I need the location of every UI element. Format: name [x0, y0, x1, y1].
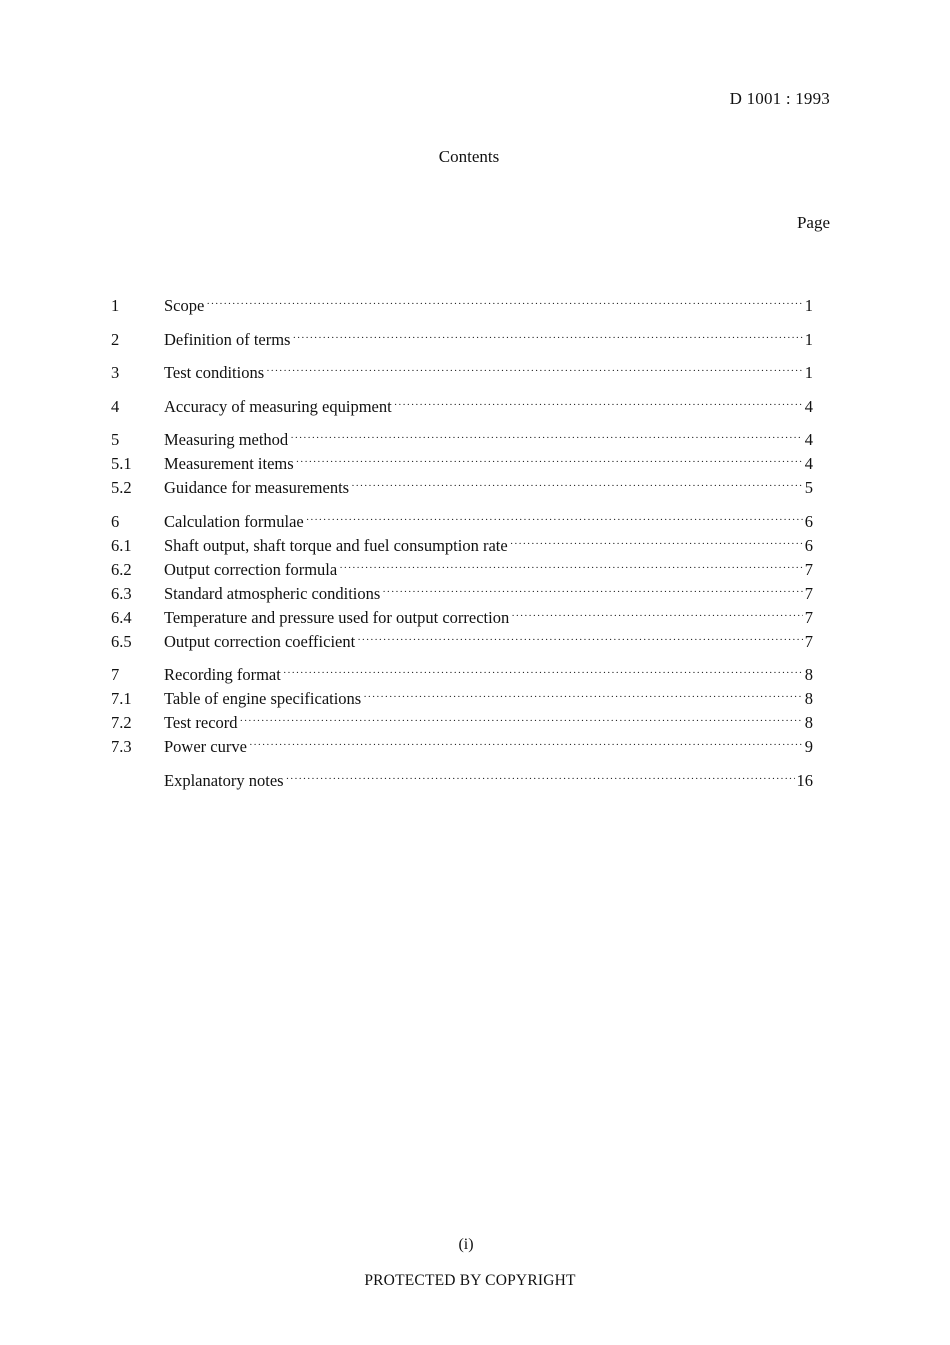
toc-dot-leader — [363, 680, 803, 704]
toc-entry-accuracy-of-measuring-equipment[interactable] — [111, 388, 813, 416]
toc-dot-leader — [286, 762, 795, 786]
toc-dot-leader — [283, 656, 803, 680]
toc-entry-page: 1 — [804, 363, 813, 382]
table-of-contents — [111, 287, 813, 790]
page-title: Contents — [438, 147, 500, 166]
toc-entry-title: Test conditions — [164, 363, 265, 382]
toc-dot-leader — [292, 321, 802, 345]
toc-entry-title: Power curve — [164, 737, 247, 756]
toc-dot-leader — [357, 623, 803, 647]
toc-entry-page: 6 — [804, 511, 813, 531]
toc-entry-title: Output correction formula — [164, 559, 338, 579]
toc-entry-page: 4 — [804, 396, 813, 416]
toc-entry-explanatory-notes[interactable] — [111, 762, 813, 790]
toc-dot-leader — [206, 287, 802, 311]
toc-entry-number: 7.1 — [111, 689, 132, 708]
toc-entry-page: 16 — [796, 770, 813, 790]
toc-entry-number: 5.2 — [111, 478, 132, 497]
toc-entry-scope[interactable] — [111, 287, 813, 315]
toc-entry-number: 7.2 — [111, 713, 132, 732]
toc-dot-leader — [290, 421, 803, 445]
toc-entry-calculation-formulae[interactable] — [111, 503, 813, 531]
toc-entry-page: 7 — [804, 631, 813, 651]
copyright-notice: PROTECTED BY COPYRIGHT — [364, 1272, 576, 1289]
toc-dot-leader — [511, 599, 803, 623]
toc-entry-number: 6.2 — [111, 559, 132, 579]
toc-entry-title: Table of engine specifications — [164, 689, 362, 708]
toc-entry-number: 7.3 — [111, 737, 132, 756]
toc-dot-leader — [382, 575, 802, 599]
toc-entry-title: Test record — [164, 713, 238, 732]
toc-dot-leader — [296, 445, 803, 469]
toc-entry-number: 6.1 — [111, 535, 132, 555]
toc-entry-page: 7 — [804, 559, 813, 579]
toc-entry-number: 7 — [111, 665, 120, 684]
toc-entry-recording-format[interactable] — [111, 656, 813, 684]
toc-entry-test-conditions[interactable] — [111, 354, 813, 382]
toc-entry-page: 1 — [804, 329, 813, 349]
toc-entry-title: Definition of terms — [164, 329, 291, 349]
toc-entry-number: 6.5 — [111, 631, 132, 651]
toc-entry-page: 8 — [804, 713, 813, 732]
toc-entry-title: Measuring method — [164, 430, 289, 449]
toc-entry-title: Standard atmospheric conditions — [164, 583, 381, 603]
toc-entry-title: Accuracy of measuring equipment — [164, 396, 392, 416]
toc-entry-number: 1 — [111, 296, 120, 315]
toc-entry-page: 5 — [804, 478, 813, 497]
toc-entry-page: 9 — [804, 737, 813, 756]
toc-entry-number: 5.1 — [111, 454, 132, 473]
toc-entry-title: Recording format — [164, 665, 281, 684]
toc-entry-definition-of-terms[interactable] — [111, 321, 813, 349]
toc-dot-leader — [240, 704, 803, 728]
toc-entry-number: 6.3 — [111, 583, 132, 603]
toc-entry-title: Temperature and pressure used for output correction — [164, 607, 510, 627]
toc-dot-leader — [394, 388, 803, 412]
toc-entry-number: 6.4 — [111, 607, 132, 627]
document-code: D 1001 : 1993 — [729, 89, 830, 108]
toc-entry-page: 4 — [804, 454, 813, 473]
toc-entry-measuring-method[interactable] — [111, 421, 813, 449]
toc-entry-page: 8 — [804, 689, 813, 708]
toc-entry-page: 8 — [804, 665, 813, 684]
toc-entry-page: 1 — [804, 296, 813, 315]
toc-entry-page: 7 — [804, 607, 813, 627]
toc-entry-title: Measurement items — [164, 454, 294, 473]
toc-entry-number: 3 — [111, 363, 120, 382]
toc-entry-title: Explanatory notes — [164, 770, 284, 790]
toc-dot-leader — [510, 527, 803, 551]
toc-entry-number: 6 — [111, 511, 120, 531]
toc-entry-page: 7 — [804, 583, 813, 603]
toc-entry-title: Guidance for measurements — [164, 478, 350, 497]
toc-entry-page: 6 — [804, 535, 813, 555]
toc-dot-leader — [351, 469, 803, 493]
toc-entry-title: Shaft output, shaft torque and fuel consumption rate — [164, 535, 508, 555]
page-number: (i) — [458, 1236, 474, 1253]
toc-dot-leader — [306, 503, 803, 527]
toc-entry-number: 5 — [111, 430, 120, 449]
toc-entry-title: Output correction coefficient — [164, 631, 356, 651]
toc-entry-title: Calculation formulae — [164, 511, 304, 531]
toc-entry-title: Scope — [164, 296, 205, 315]
page-column-label: Page — [796, 213, 830, 232]
toc-entry-number: 4 — [111, 396, 120, 416]
toc-dot-leader — [266, 354, 803, 378]
toc-entry-page: 4 — [804, 430, 813, 449]
toc-dot-leader — [339, 551, 803, 575]
toc-dot-leader — [249, 728, 803, 752]
toc-entry-number: 2 — [111, 329, 120, 349]
